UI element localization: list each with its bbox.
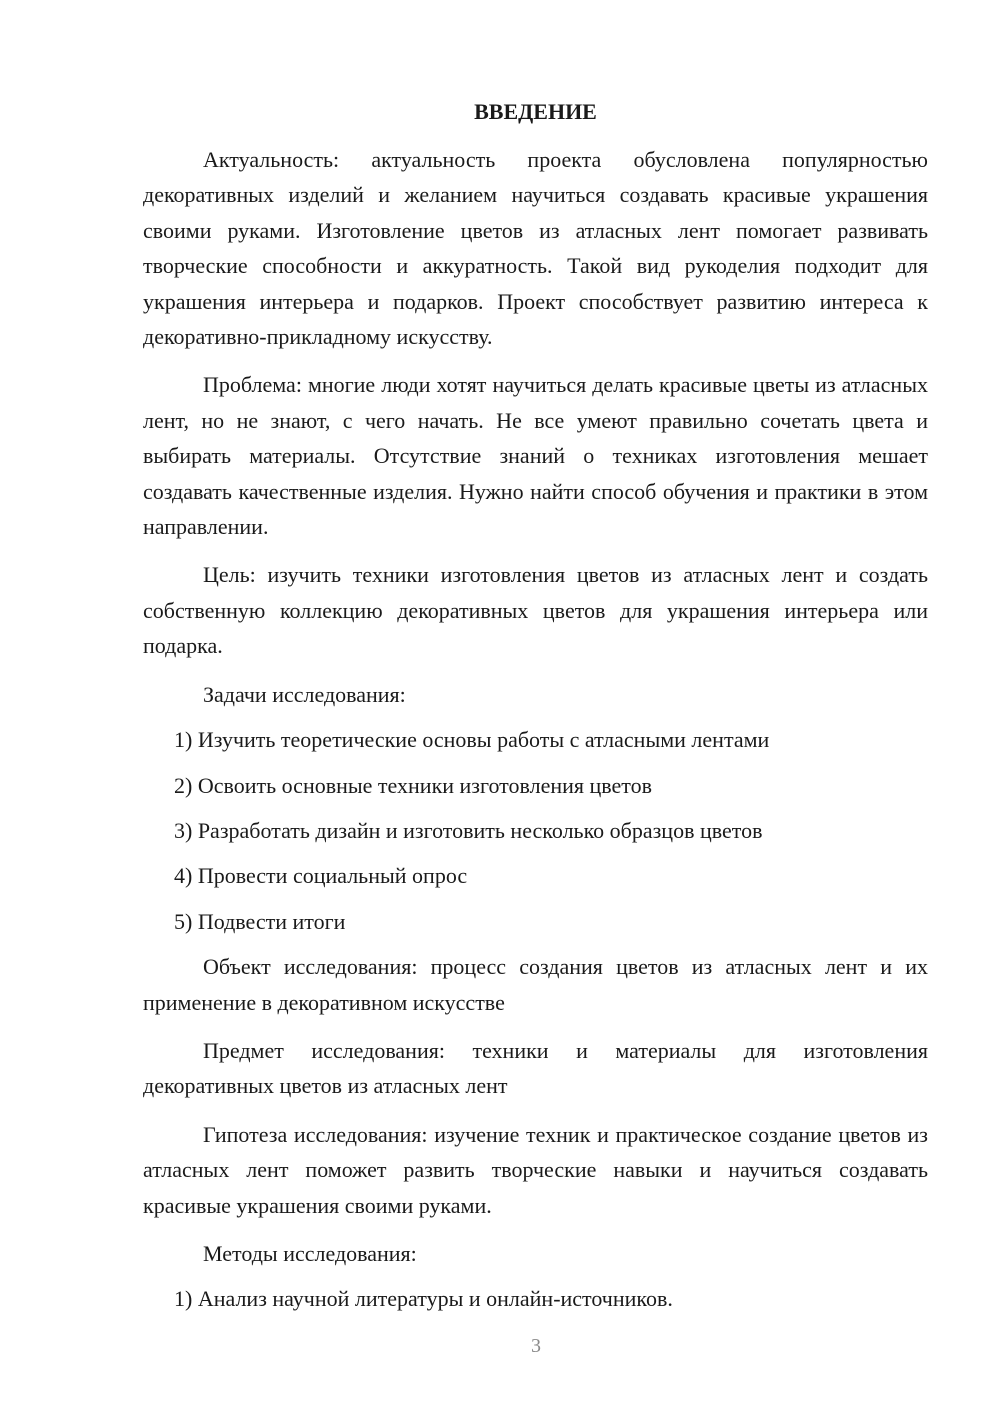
page-title: ВВЕДЕНИЕ bbox=[474, 99, 597, 124]
document-body bbox=[143, 94, 928, 1327]
task-item: 4) Провести социальный опрос bbox=[174, 863, 468, 889]
task-item: 5) Подвести итоги bbox=[174, 908, 346, 934]
task-item: 1) Изучить теоретические основы работы с атласными лентами bbox=[174, 727, 770, 753]
goal-paragraph: Цель: изучить техники изготовления цветов из атласных лент и создать собственную коллекцию декоративных цветов для украшения интерьера или подарка. bbox=[143, 562, 928, 659]
task-item: 2) Освоить основные техники изготовления цветов bbox=[174, 772, 653, 798]
task-item: 3) Разработать дизайн и изготовить несколько образцов цветов bbox=[174, 817, 763, 843]
problem-paragraph: Проблема: многие люди хотят научиться делать красивые цветы из атласных лент, но не знают, с чего начать. Не все умеют правильно сочетать цвета и выбирать материалы. Отсутствие знаний о техниках изготовления мешает создавать качественные изделия. Нужно найти способ обучения и практики в этом направлении. bbox=[143, 372, 928, 540]
tasks-heading: Задачи исследования: bbox=[203, 681, 406, 707]
methods-heading: Методы исследования: bbox=[203, 1240, 417, 1266]
method-item: 1) Анализ научной литературы и онлайн-источников. bbox=[174, 1286, 673, 1312]
relevance-paragraph: Актуальность: актуальность проекта обусловлена популярностью декоративных изделий и желанием научиться создавать красивые украшения своими руками. Изготовление цветов из атласных лент помогает развивать творческие способности и аккуратность. Такой вид рукоделия подходит для украшения интерьера и подарков. Проект способствует развитию интереса к декоративно-прикладному искусству. bbox=[143, 147, 928, 350]
page-number: 3 bbox=[531, 1335, 541, 1357]
subject-paragraph: Предмет исследования: техники и материалы для изготовления декоративных цветов из атласных лент bbox=[143, 1037, 928, 1099]
hypothesis-paragraph: Гипотеза исследования: изучение техник и практическое создание цветов из атласных лент поможет развить творческие навыки и научиться создавать красивые украшения своими руками. bbox=[143, 1121, 928, 1218]
object-paragraph: Объект исследования: процесс создания цветов из атласных лент и их применение в декоративном искусстве bbox=[143, 954, 928, 1015]
